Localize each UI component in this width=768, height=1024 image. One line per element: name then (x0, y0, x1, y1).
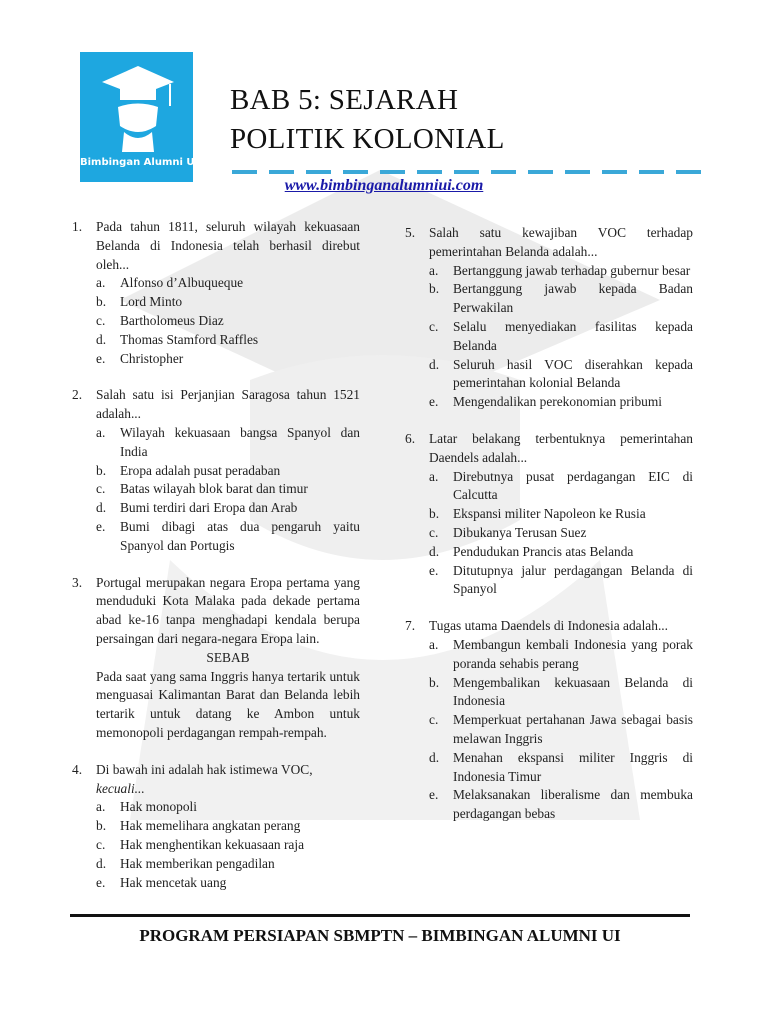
answer-option[interactable] (96, 331, 360, 350)
option-text: Bertanggung jawab terhadap gubernur besar (453, 262, 691, 278)
option-text: Batas wilayah blok barat dan timur (120, 481, 308, 497)
answer-option[interactable] (96, 480, 360, 499)
option-text: Mengendalikan perekonomian pribumi (453, 394, 662, 410)
option-letter: d. (429, 356, 440, 372)
answer-option[interactable] (96, 855, 360, 874)
option-text: Bertanggung jawab kepada Badan Perwakilan (453, 281, 693, 316)
answer-option[interactable] (96, 499, 360, 518)
answer-option[interactable] (96, 274, 360, 293)
answer-option[interactable] (429, 711, 693, 749)
option-text: Thomas Stamford Raffles (120, 331, 259, 347)
option-text: Menahan ekspansi militer Inggris di Indonesia Timur (453, 749, 693, 784)
website-link[interactable]: www.bimbinganalumniui.com (284, 177, 484, 194)
answer-option[interactable] (429, 468, 693, 506)
sebab-label: SEBAB (206, 649, 250, 665)
option-letter: e. (429, 394, 439, 410)
option-letter: c. (429, 712, 439, 728)
option-letter: e. (96, 350, 106, 366)
option-text: Membangun kembali Indonesia yang porak poranda sehabis perang (453, 636, 693, 671)
question-number: 7. (405, 618, 416, 634)
option-text: Dibukanya Terusan Suez (453, 524, 587, 540)
option-text: Alfonso d’Albuqueque (120, 275, 244, 291)
option-letter: b. (96, 462, 107, 478)
option-text: Hak monopoli (120, 799, 197, 815)
answer-option[interactable] (429, 543, 693, 562)
answer-option[interactable] (429, 280, 693, 318)
answer-option[interactable] (96, 312, 360, 331)
option-letter: b. (429, 674, 440, 690)
option-letter: c. (429, 318, 439, 334)
answer-option[interactable] (96, 817, 360, 836)
option-letter: a. (429, 636, 439, 652)
answer-option[interactable] (429, 505, 693, 524)
option-text: Christopher (120, 350, 184, 366)
stem-text: Latar belakang terbentuknya pemerintahan Daendels adalah... (429, 430, 693, 465)
stem-emphasis: kecuali... (96, 780, 145, 796)
question-2 (72, 386, 360, 555)
answer-option[interactable] (96, 518, 360, 556)
option-letter: d. (429, 749, 440, 765)
option-text: Bartholomeus Diaz (120, 312, 224, 328)
stem-text: Salah satu isi Perjanjian Saragosa tahun 1521 adalah... (96, 387, 360, 422)
option-text: Selalu menyediakan fasilitas kepada Belanda (453, 318, 693, 353)
chapter-title-line1: BAB 5: SEJARAH (230, 84, 459, 116)
stem-text: Pada tahun 1811, seluruh wilayah kekuasaan Belanda di Indonesia telah berhasil direbut oleh... (96, 219, 360, 272)
answer-option[interactable] (429, 636, 693, 674)
footer (0, 914, 768, 986)
option-letter: e. (429, 562, 439, 578)
answer-option[interactable] (429, 749, 693, 787)
footer-text: PROGRAM PERSIAPAN SBMPTN – BIMBINGAN ALUMNI UI (139, 926, 621, 946)
question-7 (405, 617, 693, 824)
left-column (72, 218, 360, 910)
option-letter: c. (96, 836, 106, 852)
answer-option[interactable] (429, 786, 693, 824)
answer-option[interactable] (96, 798, 360, 817)
option-letter: b. (96, 294, 107, 310)
option-letter: c. (96, 481, 106, 497)
question-4 (72, 761, 360, 893)
option-text: Ekspansi militer Napoleon ke Rusia (453, 506, 646, 522)
question-number: 4. (72, 761, 83, 777)
answer-option[interactable] (96, 462, 360, 481)
stem-text: Salah satu kewajiban VOC terhadap pemerintahan Belanda adalah... (429, 225, 693, 259)
question-number: 5. (405, 225, 416, 240)
option-text: Memperkuat pertahanan Jawa sebagai basis melawan Inggris (453, 712, 693, 746)
option-letter: c. (96, 312, 106, 328)
option-text: Hak memelihara angkatan perang (120, 818, 301, 834)
option-text: Eropa adalah pusat peradaban (120, 462, 281, 478)
question-stem (429, 617, 693, 636)
question-stem (429, 224, 693, 262)
option-letter: c. (429, 524, 439, 540)
reason-text: Pada saat yang sama Inggris hanya tertarik untuk menguasai Kalimantan Barat dan Belanda lebih tertarik untuk datang ke Ambon untuk memonopoli perdagangan rempah-rempah. (96, 668, 360, 740)
logo-text: Bimbingan Alumni UI (80, 157, 199, 168)
answer-option[interactable] (429, 562, 693, 600)
question-stem (96, 386, 360, 424)
option-letter: a. (96, 799, 106, 815)
option-text: Bumi terdiri dari Eropa dan Arab (120, 500, 298, 516)
option-letter: a. (429, 262, 439, 278)
option-text: Wilayah kekuasaan bangsa Spanyol dan India (120, 424, 360, 459)
question-stem (96, 761, 360, 799)
question-stem (96, 574, 360, 649)
answer-option[interactable] (96, 293, 360, 312)
stem-text: Di bawah ini adalah hak istimewa VOC, (96, 761, 313, 777)
option-letter: b. (429, 281, 440, 297)
option-letter: b. (96, 818, 107, 834)
answer-option[interactable] (429, 524, 693, 543)
option-text: Hak mencetak uang (120, 874, 227, 890)
answer-option[interactable] (96, 424, 360, 462)
option-text: Bumi dibagi atas dua pengaruh yaitu Spanyol dan Portugis (120, 518, 360, 553)
option-letter: d. (429, 543, 440, 559)
answer-option[interactable] (429, 262, 693, 281)
option-letter: d. (96, 500, 107, 516)
option-letter: e. (96, 874, 106, 890)
stem-text: Tugas utama Daendels di Indonesia adalah... (429, 618, 668, 634)
option-letter: b. (429, 506, 440, 522)
stem-text: Portugal merupakan negara Eropa pertama yang menduduki Kota Malaka pada dekade pertama abad ke-16 tanpa menghadapi kendala berupa persaingan dari negara-negara Eropa lain. (96, 574, 360, 646)
option-letter: a. (96, 424, 106, 440)
option-text: Mengembalikan kekuasaan Belanda di Indonesia (453, 674, 693, 709)
option-text: Hak menghentikan kekuasaan raja (120, 836, 305, 852)
option-text: Direbutnya pusat perdagangan EIC di Calcutta (453, 468, 693, 503)
question-number: 6. (405, 430, 416, 446)
option-letter: d. (96, 331, 107, 347)
option-text: Melaksanakan liberalisme dan membuka perdagangan bebas (453, 787, 693, 822)
question-number: 2. (72, 387, 83, 403)
option-text: Pendudukan Prancis atas Belanda (453, 543, 634, 559)
question-6 (405, 430, 693, 599)
option-text: Hak memberikan pengadilan (120, 855, 275, 871)
answer-option[interactable] (429, 318, 693, 356)
option-letter: e. (429, 787, 439, 803)
answer-option[interactable] (429, 674, 693, 712)
option-text: Seluruh hasil VOC diserahkan kepada pemerintahan kolonial Belanda (453, 356, 693, 391)
option-text: Ditutupnya jalur perdagangan Belanda di Spanyol (453, 562, 693, 597)
chapter-title-line2: POLITIK KOLONIAL (230, 123, 505, 155)
answer-option[interactable] (429, 393, 693, 412)
option-letter: d. (96, 855, 107, 871)
question-number: 3. (72, 574, 83, 590)
option-letter: a. (429, 468, 439, 484)
option-text: Lord Minto (120, 294, 183, 310)
question-stem (429, 430, 693, 468)
option-letter: a. (96, 275, 106, 291)
question-stem (96, 218, 360, 274)
right-column (405, 218, 693, 910)
answer-option[interactable] (96, 836, 360, 855)
question-5 (405, 224, 693, 412)
question-1 (72, 218, 360, 368)
option-letter: e. (96, 518, 106, 534)
answer-option[interactable] (96, 350, 360, 369)
answer-option[interactable] (429, 356, 693, 394)
question-number: 1. (72, 219, 83, 234)
answer-option[interactable] (96, 874, 360, 893)
question-3 (72, 574, 360, 743)
